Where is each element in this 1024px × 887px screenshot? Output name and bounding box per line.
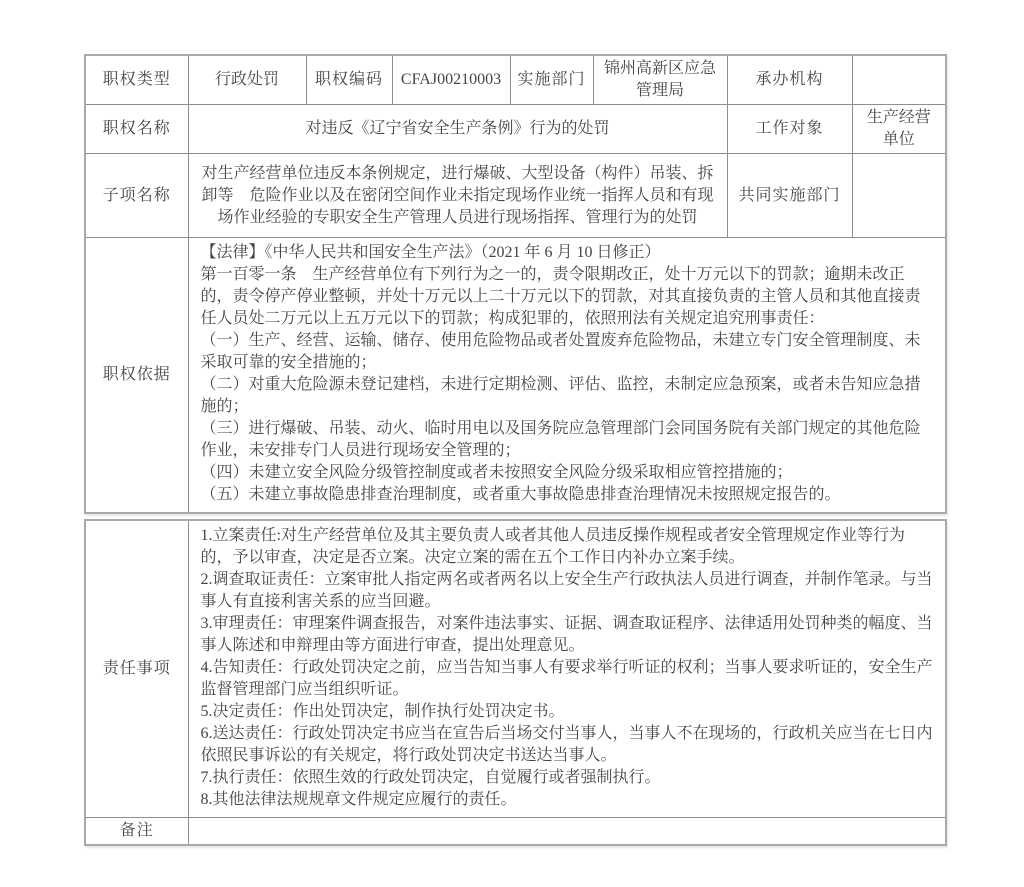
power-code-value: CFAJ00210003	[392, 55, 510, 105]
text-paragraph: （一）生产、经营、运输、储存、使用危险物品或者处置废弃危险物品，未建立专门安全管理制度、未采取可靠的安全措施的；	[200, 332, 921, 371]
legal-basis-content	[188, 238, 946, 514]
text-paragraph: （二）对重大危险源未登记建档，未进行定期检测、评估、监控，未制定应急预案，或者未告知应急措施的；	[200, 376, 921, 415]
text-paragraph: （三）进行爆破、吊装、动火、临时用电以及国务院应急管理部门会同国务院有关部门规定的其他危险作业，未安排专门人员进行现场安全管理的；	[200, 420, 921, 459]
power-type-label: 职权类型	[85, 55, 188, 105]
responsibility-label: 责任事项	[85, 520, 188, 818]
text-paragraph: （四）未建立安全风险分级管控制度或者未按照安全风险分级采取相应管控措施的；	[200, 464, 793, 481]
work-object-value: 生产经营单位	[852, 105, 946, 154]
table-row	[85, 818, 946, 846]
table-row	[85, 55, 946, 105]
remarks-value	[188, 818, 946, 846]
joint-dept-value	[852, 154, 946, 238]
power-type-value: 行政处罚	[188, 55, 306, 105]
table-row	[85, 154, 946, 238]
power-name-value: 对违反《辽宁省安全生产条例》行为的处罚	[188, 105, 727, 154]
table-row	[85, 238, 946, 514]
implement-dept-value: 锦州高新区应急管理局	[593, 55, 727, 105]
organizer-label: 承办机构	[727, 55, 852, 105]
text-paragraph: 第一百零一条 生产经营单位有下列行为之一的，责令限期改正，处十万元以下的罚款；逾期未改正的，责令停产停业整顿，并处十万元以上二十万元以下的罚款，对其直接负责的主管人员和其他直接责任人员处二万元以上五万元以下的罚款；构成犯罪的，依照刑法有关规定追究刑事责任：	[200, 266, 921, 327]
organizer-value	[852, 55, 946, 105]
text-paragraph: 7.执行责任：依照生效的行政处罚决定，自觉履行或者强制执行。	[200, 769, 661, 786]
text-paragraph: 【法律】《中华人民共和国安全生产法》（2021 年 6 月 10 日修正）	[200, 244, 661, 261]
text-paragraph: 3.审理责任：审理案件调查报告，对案件违法事实、证据、调查取证程序、法律适用处罚种类的幅度、当事人陈述和申辩理由等方面进行审查，提出处理意见。	[200, 615, 933, 654]
responsibility-content	[188, 520, 946, 818]
text-paragraph: 6.送达责任：行政处罚决定书应当在宣告后当场交付当事人，当事人不在现场的，行政机关应当在七日内依照民事诉讼的有关规定，将行政处罚决定书送达当事人。	[200, 725, 933, 764]
subitem-name-label: 子项名称	[85, 154, 188, 238]
text-paragraph: 2.调查取证责任：立案审批人指定两名或者两名以上安全生产行政执法人员进行调查，并制作笔录。与当事人有直接利害关系的应当回避。	[200, 571, 933, 610]
text-paragraph: （五）未建立事故隐患排查治理制度，或者重大事故隐患排查治理情况未按照规定报告的。	[200, 486, 841, 503]
authority-info-table	[84, 54, 947, 514]
power-name-label: 职权名称	[85, 105, 188, 154]
text-paragraph: 5.决定责任：作出处罚决定，制作执行处罚决定书。	[200, 703, 565, 720]
table-row	[85, 105, 946, 154]
table-row	[85, 520, 946, 818]
responsibility-table	[84, 519, 947, 846]
subitem-name-value: 对生产经营单位违反本条例规定，进行爆破、大型设备（构件）吊装、拆卸等 危险作业以及在密闭空间作业未指定现场作业统一指挥人员和有现场作业经验的专职安全生产管理人员进行现场指挥、管理行为的处罚	[188, 154, 727, 238]
power-code-label: 职权编码	[306, 55, 392, 105]
joint-dept-label: 共同实施部门	[727, 154, 852, 238]
text-paragraph: 4.告知责任：行政处罚决定之前，应当告知当事人有要求举行听证的权利；当事人要求听证的，安全生产监督管理部门应当组织听证。	[200, 659, 933, 698]
remarks-label: 备注	[85, 818, 188, 846]
legal-basis-label: 职权依据	[85, 238, 188, 514]
text-paragraph: 1.立案责任:对生产经营单位及其主要负责人或者其他人员违反操作规程或者安全管理规定作业等行为的，予以审查，决定是否立案。决定立案的需在五个工作日内补办立案手续。	[200, 527, 905, 566]
work-object-label: 工作对象	[727, 105, 852, 154]
implement-dept-label: 实施部门	[510, 55, 593, 105]
text-paragraph: 8.其他法律法规规章文件规定应履行的责任。	[200, 791, 517, 808]
